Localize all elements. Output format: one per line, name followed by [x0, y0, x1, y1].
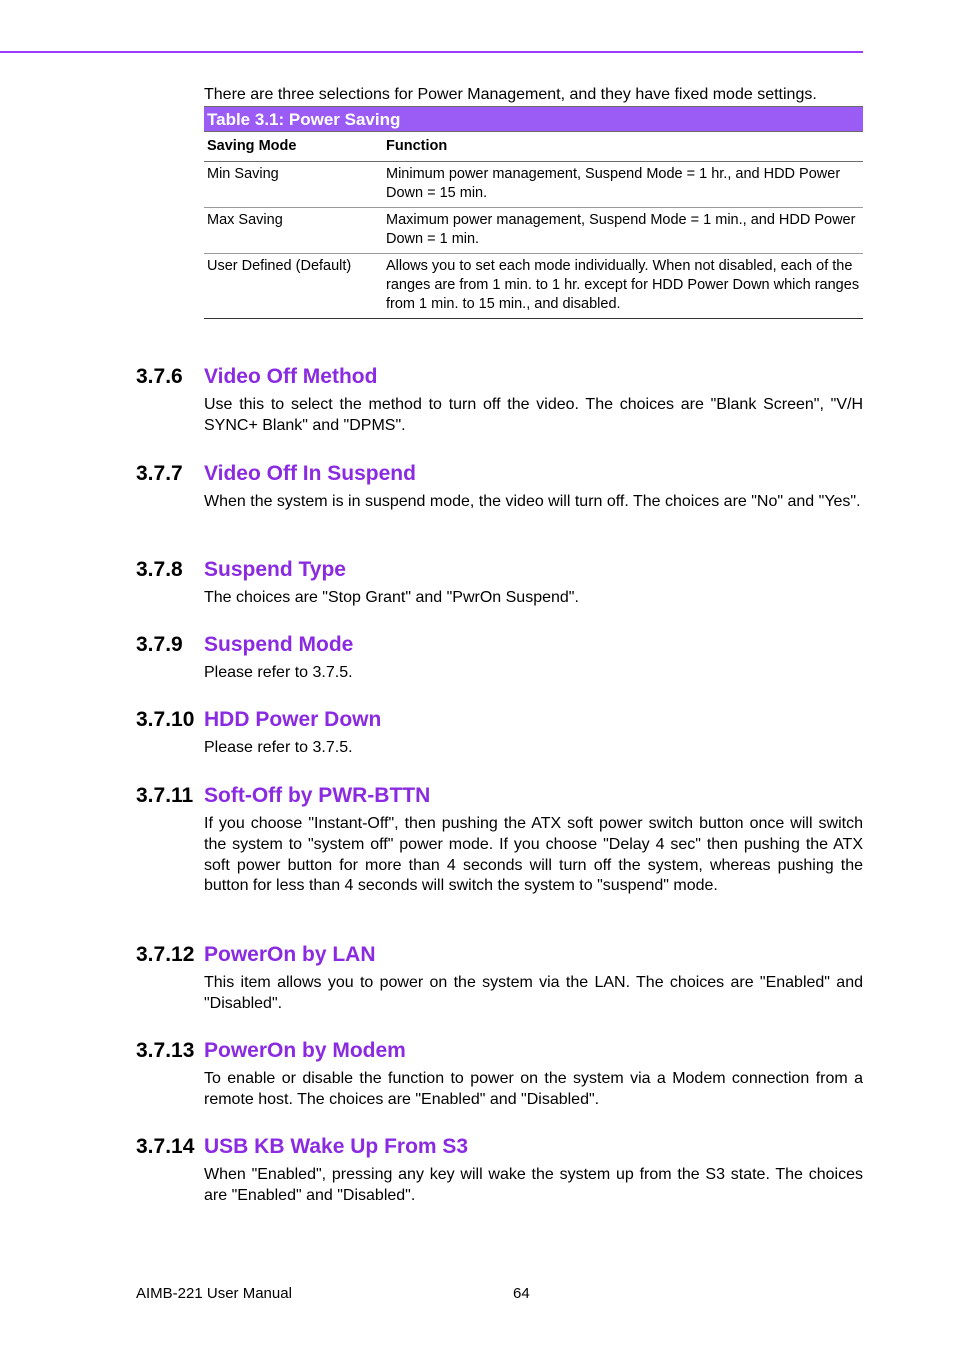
section-number: 3.7.14: [136, 1135, 195, 1158]
table-cell-function: Minimum power management, Suspend Mode = 1 hr., and HDD Power Down = 15 min.: [383, 161, 863, 207]
section-title: Suspend Type: [204, 558, 346, 581]
section-text: If you choose "Instant-Off", then pushing the ATX soft power switch button once will switch the system to "system off" power mode. If you choose "Delay 4 sec" then pushing the ATX soft power button for more than 4 seconds will turn off the system, whereas pushing the button for less than 4 seconds will switch the system to "suspend" mode.: [204, 815, 863, 895]
section-text: When "Enabled", pressing any key will wake the system up from the S3 state. The choices are "Enabled" and "Disabled".: [204, 1166, 863, 1204]
header-rule: [0, 51, 863, 53]
table-cell-mode: User Defined (Default): [204, 253, 383, 318]
section-title: PowerOn by Modem: [204, 1039, 406, 1062]
footer-manual-title: AIMB-221 User Manual: [136, 1285, 292, 1302]
section-poweron-by-lan: [136, 943, 863, 1015]
section-text: This item allows you to power on the system via the LAN. The choices are "Enabled" and "Disabled".: [204, 974, 863, 1012]
section-number: 3.7.6: [136, 365, 183, 388]
section-heading: [136, 784, 863, 812]
section-heading: [136, 943, 863, 971]
power-table: [204, 132, 863, 319]
section-title: Video Off In Suspend: [204, 462, 416, 485]
section-text: Use this to select the method to turn off the video. The choices are "Blank Screen", "V/H SYNC+ Blank" and "DPMS".: [204, 396, 863, 434]
section-title: Suspend Mode: [204, 633, 354, 656]
intro-block: [204, 85, 863, 319]
section-number: 3.7.11: [136, 784, 194, 807]
table-cell-function: Allows you to set each mode individually. When not disabled, each of the ranges are from 1 min. to 1 hr. except for HDD Power Down which ranges from 1 min. to 15 min., and disabled.: [383, 253, 863, 318]
section-suspend-type: [136, 558, 863, 609]
power-saving-table: [204, 106, 863, 319]
table-row: [204, 253, 863, 318]
table-cell-mode: Min Saving: [204, 161, 383, 207]
footer-page-number: 64: [513, 1285, 530, 1302]
intro-paragraph: There are three selections for Power Management, and they have fixed mode settings.: [204, 86, 817, 103]
table-caption: Table 3.1: Power Saving: [204, 106, 863, 132]
section-title: PowerOn by LAN: [204, 943, 376, 966]
section-heading: [136, 462, 863, 490]
table-cell-function: Maximum power management, Suspend Mode = 1 min., and HDD Power Down = 1 min.: [383, 207, 863, 253]
section-title: Video Off Method: [204, 365, 378, 388]
section-heading: [136, 1039, 863, 1067]
section-text: Please refer to 3.7.5.: [204, 664, 353, 681]
table-row: [204, 161, 863, 207]
section-heading: [136, 633, 863, 661]
section-number: 3.7.9: [136, 633, 183, 656]
section-suspend-mode: [136, 633, 863, 684]
section-text: To enable or disable the function to power on the system via a Modem connection from a remote host. The choices are "Enabled" and "Disabled".: [204, 1070, 863, 1108]
section-title: Soft-Off by PWR-BTTN: [204, 784, 431, 807]
section-number: 3.7.10: [136, 708, 195, 731]
section-video-off-in-suspend: [136, 462, 863, 513]
table-row: [204, 207, 863, 253]
section-number: 3.7.7: [136, 462, 183, 485]
table-header-row: [204, 132, 863, 162]
section-usb-kb-wake-up: [136, 1135, 863, 1207]
section-text: The choices are "Stop Grant" and "PwrOn Suspend".: [204, 589, 579, 606]
section-number: 3.7.12: [136, 943, 195, 966]
section-text: When the system is in suspend mode, the video will turn off. The choices are "No" and "Yes".: [204, 493, 861, 510]
column-header-function: Function: [383, 132, 863, 162]
table-cell-mode: Max Saving: [204, 207, 383, 253]
section-heading: [136, 1135, 863, 1163]
section-title: USB KB Wake Up From S3: [204, 1135, 469, 1158]
section-heading: [136, 558, 863, 586]
section-heading: [136, 365, 863, 393]
section-poweron-by-modem: [136, 1039, 863, 1111]
section-number: 3.7.8: [136, 558, 183, 581]
section-number: 3.7.13: [136, 1039, 195, 1062]
column-header-saving-mode: Saving Mode: [204, 132, 383, 162]
section-hdd-power-down: [136, 708, 863, 759]
section-title: HDD Power Down: [204, 708, 382, 731]
section-soft-off-by-pwr-bttn: [136, 784, 863, 897]
section-text: Please refer to 3.7.5.: [204, 739, 353, 756]
section-heading: [136, 708, 863, 736]
section-video-off-method: [136, 365, 863, 437]
